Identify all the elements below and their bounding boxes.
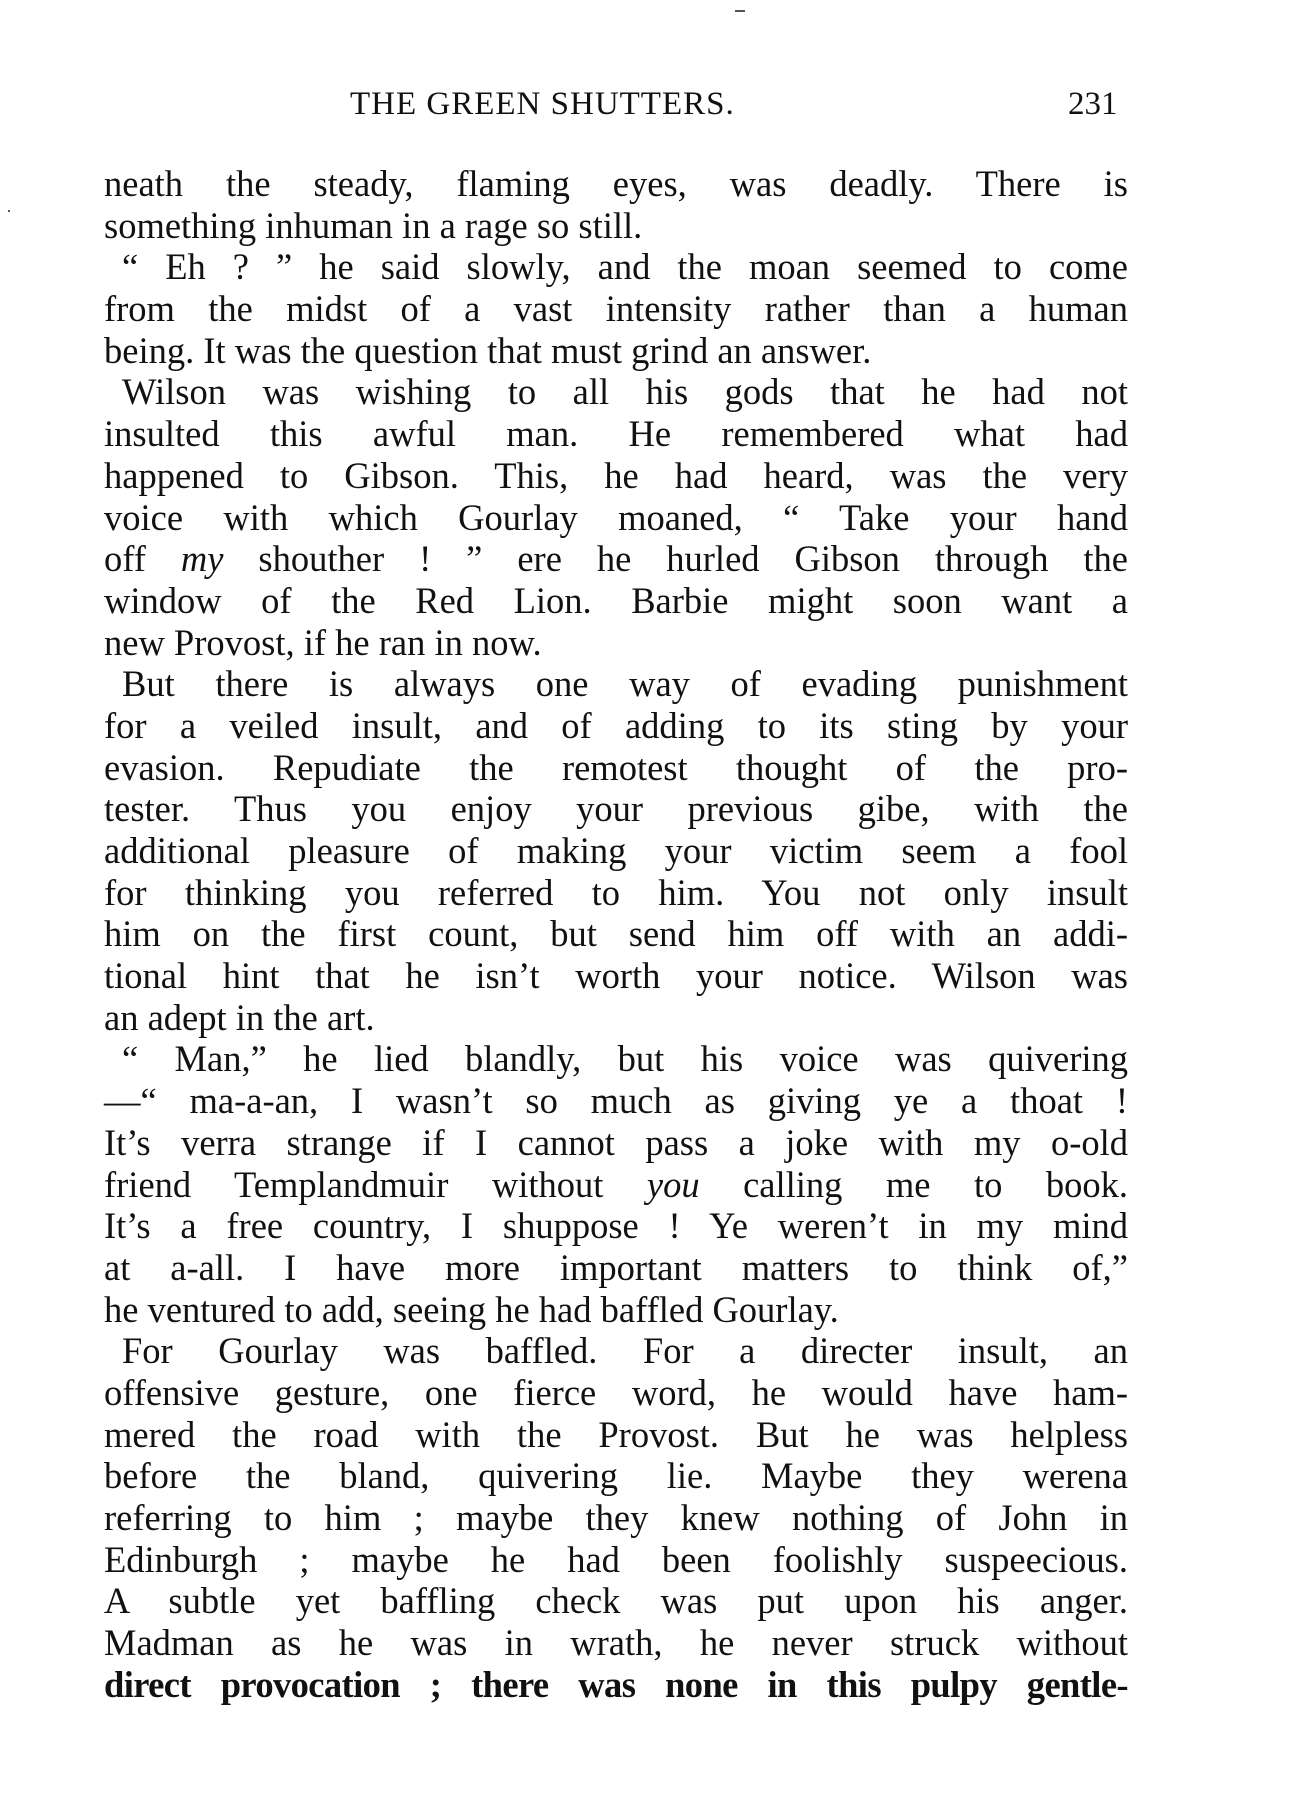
text-line: Madman as he was in wrath, he never struck without bbox=[104, 1622, 1128, 1664]
text-line: him on the first count, but send him off with an addi- bbox=[104, 913, 1128, 955]
text-segment: friend Templandmuir without bbox=[104, 1163, 647, 1205]
text-line: insulted this awful man. He remembered what had bbox=[104, 413, 1128, 455]
text-line: new Provost, if he ran in now. bbox=[104, 621, 542, 663]
text-line: evasion. Repudiate the remotest thought of the pro- bbox=[104, 746, 1128, 788]
text-line: he ventured to add, seeing he had baffled Gourlay. bbox=[104, 1288, 839, 1330]
text-line: But there is always one way of evading punishment bbox=[122, 663, 1128, 705]
text-line: tional hint that he isn’t worth your notice. Wilson was bbox=[104, 955, 1128, 997]
text-line: for a veiled insult, and of adding to its sting by your bbox=[104, 704, 1128, 746]
text-line: something inhuman in a rage so still. bbox=[104, 204, 643, 246]
running-head-title: THE GREEN SHUTTERS. bbox=[350, 86, 735, 122]
text-segment: shouther ! ” ere he hurled Gibson through the bbox=[223, 538, 1128, 580]
italic-word: you bbox=[646, 1163, 700, 1205]
text-line: for thinking you referred to him. You not only insult bbox=[104, 871, 1128, 913]
text-line: tester. Thus you enjoy your previous gibe, with the bbox=[104, 788, 1128, 830]
italic-word: my bbox=[180, 538, 224, 580]
text-line: It’s a free country, I shuppose ! Ye weren’t in my mind bbox=[104, 1205, 1128, 1247]
scan-speck bbox=[8, 210, 10, 212]
text-line: Edinburgh ; maybe he had been foolishly suspeecious. bbox=[104, 1538, 1128, 1580]
running-head bbox=[0, 86, 1311, 126]
text-line: A subtle yet baffling check was put upon his anger. bbox=[104, 1580, 1128, 1622]
text-line: voice with which Gourlay moaned, “ Take your hand bbox=[104, 496, 1128, 538]
text-line: happened to Gibson. This, he had heard, was the very bbox=[104, 454, 1128, 496]
text-line: being. It was the question that must grind an answer. bbox=[104, 329, 872, 371]
text-line: an adept in the art. bbox=[104, 996, 375, 1038]
text-segment: calling me to book. bbox=[699, 1163, 1129, 1205]
text-line: “ Eh ? ” he said slowly, and the moan seemed to come bbox=[122, 246, 1128, 288]
text-line: For Gourlay was baffled. For a directer insult, an bbox=[122, 1330, 1128, 1372]
body-text bbox=[104, 163, 1128, 1705]
text-line: —“ ma-a-an, I wasn’t so much as giving ye a thoat ! bbox=[104, 1080, 1128, 1122]
text-line: direct provocation ; there was none in this pulpy gentle- bbox=[104, 1663, 1128, 1705]
text-line: offensive gesture, one fierce word, he would have ham- bbox=[104, 1371, 1128, 1413]
text-line: window of the Red Lion. Barbie might soon want a bbox=[104, 579, 1128, 621]
text-line: additional pleasure of making your victim seem a fool bbox=[104, 830, 1128, 871]
text-line: neath the steady, flaming eyes, was deadly. There is bbox=[104, 163, 1128, 204]
text-line bbox=[104, 1164, 1128, 1206]
text-line: “ Man,” he lied blandly, but his voice was quivering bbox=[122, 1038, 1128, 1080]
text-line: mered the road with the Provost. But he was helpless bbox=[104, 1413, 1128, 1455]
text-segment: off bbox=[104, 538, 181, 580]
text-line: before the bland, quivering lie. Maybe they werena bbox=[104, 1455, 1128, 1497]
text-line: at a-all. I have more important matters to think of,” bbox=[104, 1246, 1128, 1288]
page-number: 231 bbox=[1068, 86, 1118, 122]
text-line: Wilson was wishing to all his gods that he had not bbox=[122, 371, 1128, 413]
text-line: from the midst of a vast intensity rather than a human bbox=[104, 288, 1128, 330]
text-line bbox=[104, 538, 1128, 580]
text-line: It’s verra strange if I cannot pass a joke with my o-old bbox=[104, 1121, 1128, 1163]
text-line: referring to him ; maybe they knew nothing of John in bbox=[104, 1497, 1128, 1538]
scan-speck bbox=[735, 10, 745, 12]
